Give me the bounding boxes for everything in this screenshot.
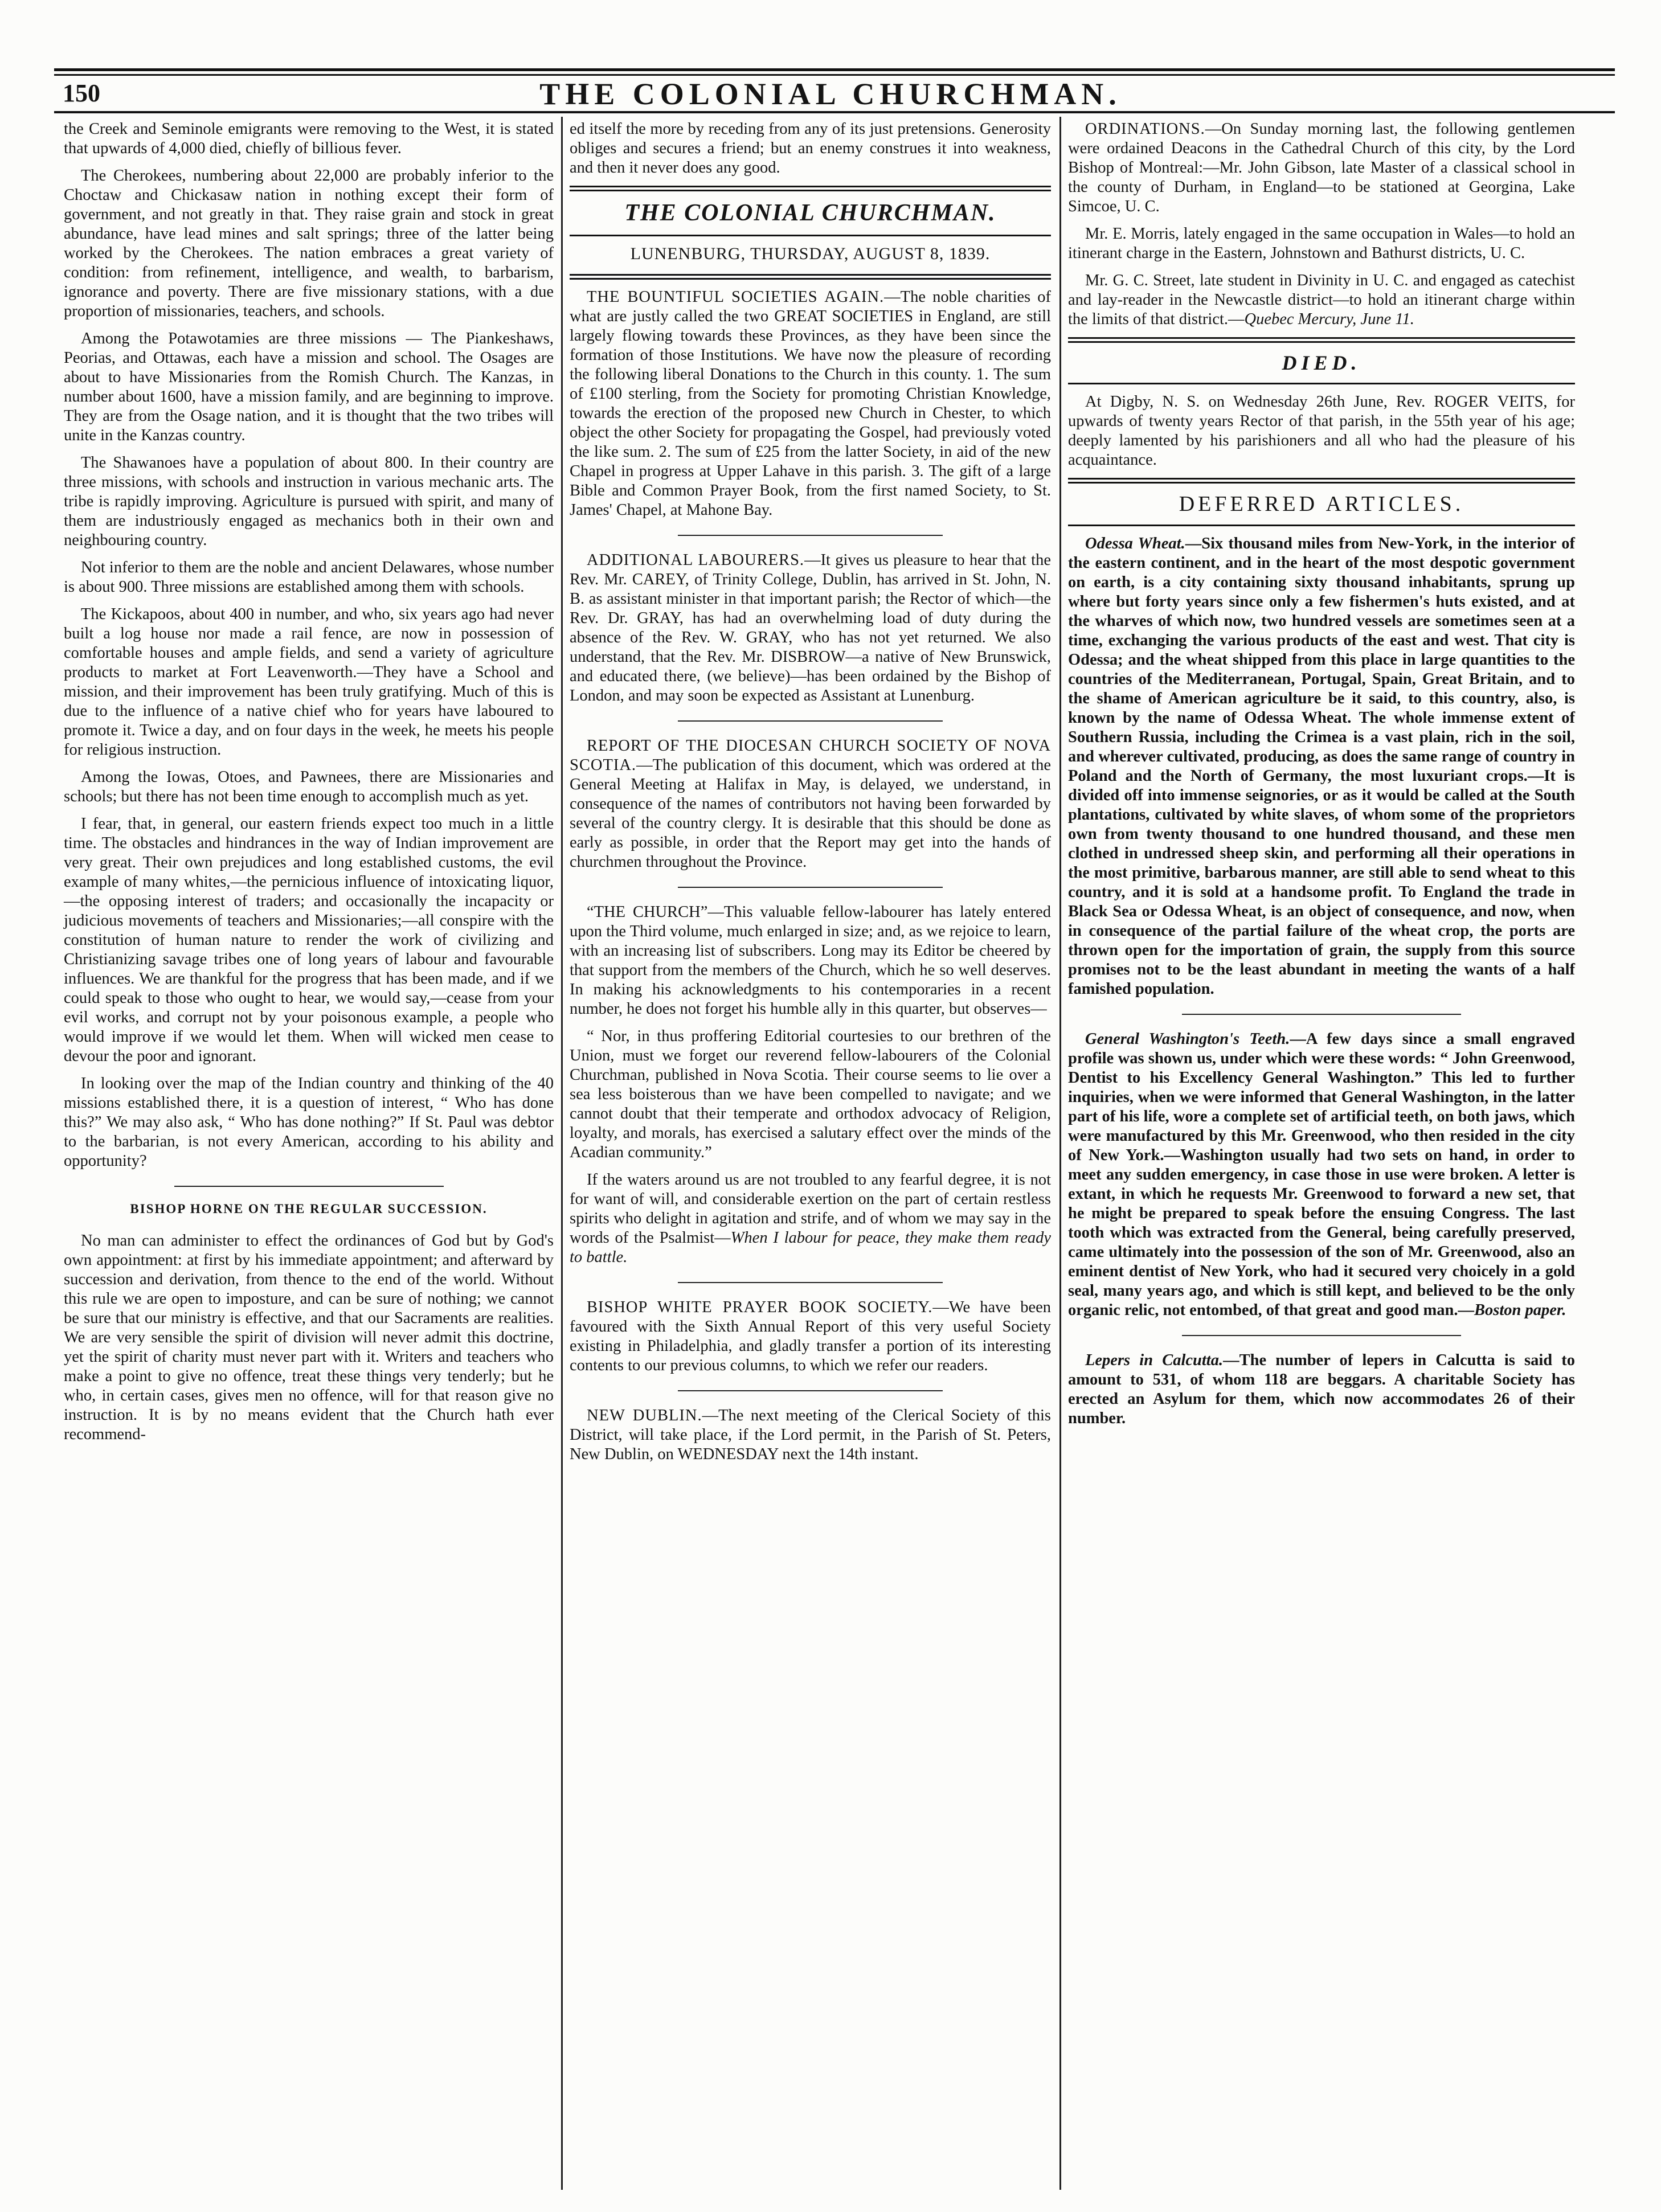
column-middle [570,120,1051,1472]
paragraph: Among the Potawotamies are three missions — The Piankeshaws, Peorias, and Ottawas, each have a mission and school. The Osages are about to have Missionaries from the Romish Church. The Kanzas, in number about 1600, have a mission family, and are beginning to improve. They are from the Osage nation, and it is thought that the two tribes will unite in the Kanzas country. [64,330,554,444]
section-divider [1068,383,1575,384]
section-divider [570,274,1051,280]
item-lead: ADDITIONAL LABOURERS. [587,551,805,569]
item-lead: Odessa Wheat. [1085,535,1185,552]
paragraph: In looking over the map of the Indian country and thinking of the 40 missions established there, it is a question of interest, “ Who has done this?” We may also ask, “ Who has done nothing?” If St. Paul was debtor to the barbarian, is not every American, according to his ability and opportunity? [64,1075,554,1170]
paragraph: ed itself the more by receding from any of its just pretensions. Generosity obliges and secures a friend; but an enemy construes it into weakness, and then it never does any good. [570,120,1051,177]
paragraph: —The publication of this document, which was ordered at the General Meeting at Halifax in May, is delayed, we understand, in consequence of the names of contributors not having been forwarded by several of the country clergy. It is desirable that this should be done as early as possible, in order that the Report may get into the hands of churchmen throughout the Province. [570,756,1051,871]
obituary: At Digby, N. S. on Wednesday 26th June, Rev. ROGER VEITS, for upwards of twenty years Rector of that parish, in the 55th year of his age; deeply lamented by his parishioners and all who had the pleasure of his acquaintance. [1068,393,1575,469]
top-rule-thin [54,74,1615,76]
section-divider [678,1282,943,1283]
paragraph: Not inferior to them are the noble and ancient Delawares, whose number is about 900. Three missions are established among them with schools. [64,559,554,596]
item-lead: NEW DUBLIN. [587,1407,702,1424]
item-lead: BISHOP WHITE PRAYER BOOK SOCIETY. [587,1298,933,1316]
paragraph: —The number of lepers in Calcutta is said to amount to 531, of whom 118 are beggars. A charitable Society has erected an Asylum for them, which now accommodates 26 of their number. [1068,1351,1575,1427]
paragraph: The Cherokees, numbering about 22,000 are probably inferior to the Choctaw and Chickasaw nation in nothing except their form of government, and not greatly in that. They raise grain and stock in great abundance, have lead mines and salt springs; three of the latter being worked by the Cherokees. The nation embraces a great variety of condition: from refinement, intelligence, and wealth, to barbarism, ignorance and poverty. There are five missionary stations, with a due proportion of missionaries, teachers, and schools. [64,167,554,320]
section-divider [1068,478,1575,484]
section-divider [678,887,943,888]
paragraph: —On Sunday morning last, the following gentlemen were ordained Deacons in the Cathedral Church of this city, by the Lord Bishop of Montreal:—Mr. John Gibson, late Master of a classical school in the county of Durham, in England—to be stationed at Georgina, Lake Simcoe, U. C. [1068,120,1575,215]
paragraph: —We have been favoured with the Sixth Annual Report of this very useful Society existing in Philadelphia, and gladly transfer a portion of its interesting contents to our previous columns, to which we refer our readers. [570,1298,1051,1374]
psalm-quote: When I labour for peace, they make them ready to battle. [570,1229,1052,1266]
section-divider [570,186,1051,191]
paragraph: The Kickapoos, about 400 in number, and who, six years ago had never built a log house nor made a rail fence, are now in possession of comfortable houses and ample fields, and send a variety of agriculture products to market at Fort Leavenworth.—They have a School and mission, and their improvement has been truly gratifying. Much of this is due to the influence of a native chief who for years have laboured to promote it. Twice a day, and on four days in the week, he meets his people for religious instruction. [64,605,554,759]
section-divider [174,1186,444,1187]
item-lead: Lepers in Calcutta. [1085,1351,1224,1369]
section-divider [1068,337,1575,343]
paragraph: —The next meeting of the Clerical Society of this District, will take place, if the Lord permit, in the Parish of St. Peters, New Dublin, on WEDNESDAY next the 14th instant. [570,1407,1051,1463]
quotation: “ Nor, in thus proffering Editorial courtesies to our brethren of the Union, must we forget our reverend fellow-labourers of the Colonial Churchman, published in Nova Scotia. Their course seems to lie over a sea less boisterous than we have been compelled to navigate; and we cannot doubt that their temperate and orthodox advocacy of Religion, loyalty, and morals, has exercised a salutary effect over the minds of the Acadian community.” [570,1027,1051,1161]
section-divider [1182,1014,1461,1015]
section-divider [678,1390,943,1391]
paragraph: —Six thousand miles from New-York, in the interior of the eastern continent, and in the heart of the most despotic government on earth, is a city containing sixty thousand inhabitants, sprung up where but forty years since only a few fishermen's huts existed, and at the wharves of which now, two hundred vessels are sometimes seen at a time, exchanging the various products of the east and west. That city is Odessa; and the wheat shipped from this place in large quantities to the countries of the Mediterranean, Portugal, Spain, Great Britain, and to the shame of American agriculture be it said, to this country, also, is known by the name of Odessa Wheat. The whole immense extent of Southern Russia, including the Crimea is a vast plain, rich in the soil, and wherever cultivated, producing, as does the same range of country in Poland and the North of Germany, the most luxuriant crops.—It is divided off into immense seignories, or as it would be called at the South plantations, cultivated by white slaves, of whom some of the proprietors own from twenty thousand to one hundred thousand, and these men clothed in undressed sheep skin, and performing all their operations in the most primitive, barbarous manner, are still able to send wheat to this country, and it is sold at a handsome profit. To England the trade in Black Sea or Odessa Wheat, is an object of consequence, and now, when in consequence of the partial failure of the wheat crop, the ports are thrown open for the importation of grain, the supply from this source promises not to be the least abundant in meeting the wants of a half famished population. [1068,535,1575,998]
deferred-heading: DEFERRED ARTICLES. [1179,492,1464,516]
article-heading: BISHOP HORNE ON THE REGULAR SUCCESSION. [130,1202,488,1216]
editorial-title: THE COLONIAL CHURCHMAN. [624,200,996,226]
masthead: THE COLONIAL CHURCHMAN. [539,77,1122,111]
section-divider [570,235,1051,236]
top-rule [54,68,1615,71]
paragraph: The Shawanoes have a population of about 800. In their country are three missions, with schools and instruction in various mechanic arts. The tribe is rapidly improving. Agriculture is pursued with spirit, and many of them are industriously engaged as mechanics both in their own and neighbouring country. [64,454,554,549]
item-lead: ORDINATIONS. [1085,120,1205,138]
column-right [1068,120,1575,1436]
column-rule [561,117,563,2190]
paragraph: —The noble charities of what are justly called the two GREAT SOCIETIES in England, are still largely flowing towards these Provinces, as they have been since the formation of those Institutions. We have now the pleasure of recording the following liberal Donations to the Church in this county. 1. The sum of £100 sterling, from the Society for promoting Christian Knowledge, towards the erection of the proposed new Church in Chester, to which object the other Society for propagating the Gospel, had previously voted the like sum. 2. The sum of £25 from the latter Society, in aid of the new Chapel in progress at Upper Lahave in this parish. 3. The gift of a large Bible and Common Prayer Book, from the first named Society, to St. James' Chapel, at Mahone Bay. [570,288,1051,519]
item-lead: General Washington's Teeth. [1085,1030,1290,1048]
paragraph: the Creek and Seminole emigrants were removing to the West, it is stated that upwards of 4,000 died, chiefly of billious fever. [64,120,554,157]
paragraph: If the waters around us are not troubled to any fearful degree, it is not for want of will, and considerable exertion on the part of certain restless spirits who delight in agitation and strife, and of whom we may say in the words of the Psalmist— [570,1171,1051,1247]
dateline: LUNENBURG, THURSDAY, AUGUST 8, 1839. [630,244,991,263]
section-divider [1182,1335,1461,1336]
paragraph: Mr. G. C. Street, late student in Divinity in U. C. and engaged as catechist and lay-reader in the Newcastle district—to hold an itinerant charge within the limits of that district.— [1068,272,1575,328]
page-number: 150 [63,79,100,107]
header-rule [54,111,1615,113]
section-divider [1068,525,1575,526]
item-lead: THE BOUNTIFUL SOCIETIES AGAIN. [587,288,885,306]
paragraph: —It gives us pleasure to hear that the Rev. Mr. CAREY, of Trinity College, Dublin, has arrived in St. John, N. B. as assistant minister in that important parish; the Rector of which—the Rev. Dr. GRAY, has had an overwhelming load of duty during the absence of the Rev. W. GRAY, who has not yet returned. We also understand, that the Rev. Mr. DISBROW—a native of New Brunswick, and educated there, (we believe)—has been ordained by the Bishop of London, and may soon be expected as Assistant at Lunenburg. [570,551,1051,704]
paragraph: “THE CHURCH”—This valuable fellow-labourer has lately entered upon the Third volume, much enlarged in size; and, as we rejoice to learn, with an increasing list of subscribers. Long may its Editor be cheered by that support from the members of the Church, which he so well deserves. In making his acknowledgments to his contemporaries in a recent number, he does not forget his humble ally in this quarter, but observes— [570,903,1051,1018]
died-heading: DIED. [1282,351,1361,374]
paragraph: No man can administer to effect the ordinances of God but by God's own appointment: at first by his immediate appointment; and afterward by succession and derivation, from thence to the end of the world. Without this rule we are open to imposture, and can be sure of nothing; we cannot be sure that our ministry is effective, and that our Sacraments are realities. We are very sensible the spirit of division will never admit this doctrine, yet the spirit of charity must never part with it. Writers and teachers who make a point to give no offence, treat these things very tenderly; but he who, in certain cases, gives men no offence, will for that reason give no instruction. It is by no means evident that the Church hath ever recommend- [64,1232,554,1443]
paragraph: —A few days since a small engraved profile was shown us, under which were these words: “ John Greenwood, Dentist to his Excellency General Washington.” This led to further inquiries, when we were informed that General Washington, in the latter part of his life, wore a complete set of artificial teeth, on both jaws, which were manufactured by this Mr. Greenwood, who then resided in the city of New York.—Washington usually had two sets on hand, in order to meet any sudden emergency, in case those in use were broken. A letter is extant, in which he requests Mr. Greenwood to forward a new set, that he might be prepared to speak before the ensuing Congress. The last tooth which was extracted from the General, being carefully preserved, came ultimately into the possession of the son of Mr. Greenwood, also an eminent dentist of New York, who had it secured very choicely in a gold seal, many years ago, and which is still kept, and believed to be the only organic relic, not entombed, of that great and good man.— [1068,1030,1575,1319]
source-credit: Quebec Mercury, June 11. [1244,310,1414,328]
section-divider [678,535,943,536]
column-left [64,120,554,1452]
source-credit: Boston paper. [1474,1301,1566,1319]
column-rule [1059,117,1061,2190]
item-lead: REPORT OF THE DIOCESAN CHURCH SOCIETY OF NOVA SCOTIA. [570,737,1051,774]
paragraph: I fear, that, in general, our eastern friends expect too much in a little time. The obstacles and hindrances in the way of Indian improvement are very great. Their own prejudices and long established customs, the evil example of many whites,—the pernicious influence of intoxicating liquor,—the opposing interest of traders; and occasionally the incapacity or judicious movements of teachers and Missionaries;—all conspire with the constitution of human nature to render the work of civilizing and Christianizing savage tribes one of long years of labour and favourable influences. We are thankful for the progress that has been made, and if we could speak to those who ought to hear, we would say,—cease from your evil works, and corrupt not by your poisonous example, a people who would improve if we would let them. When will wicked men cease to devour the poor and ignorant. [64,815,554,1065]
paragraph: Among the Iowas, Otoes, and Pawnees, there are Missionaries and schools; but there has not been time enough to accomplish much as yet. [64,768,554,805]
paragraph: Mr. E. Morris, lately engaged in the same occupation in Wales—to hold an itinerant charge in the Eastern, Johnstown and Bathurst districts, U. C. [1068,225,1575,262]
section-divider [678,720,943,722]
